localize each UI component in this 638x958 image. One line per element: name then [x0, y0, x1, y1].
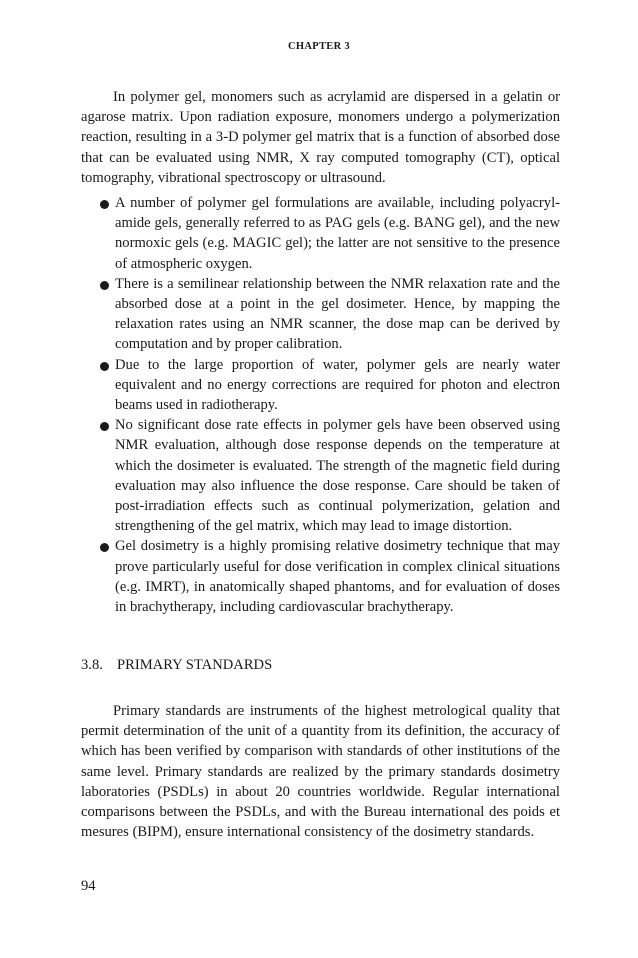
section-number: 3.8.	[81, 657, 103, 673]
bullet-item	[100, 415, 560, 536]
bullet-text: A number of polymer gel formulations are available, including polyacrylamide gels, generally referred to as PAG gels (e.g. BANG gel), and the new normoxic gels (e.g. MAGIC gel); the latter are not sensitive to the presence of atmospheric oxygen.	[115, 195, 560, 272]
bullet-text: Due to the large proportion of water, polymer gels are nearly water equivalent and no energy corrections are required for photon and electron beams used in radiotherapy.	[115, 356, 560, 414]
section-title: PRIMARY STANDARDS	[117, 657, 273, 673]
bullet-icon	[100, 281, 109, 290]
bullet-text: Gel dosimetry is a highly promising relative dosimetry technique that may prove particularly useful for dose verification in complex clinical situations (e.g. IMRT), in anatomically shaped phantoms, and for evaluation of doses in brachytherapy, including cardiovascular brachytherapy.	[115, 538, 560, 616]
section-heading	[81, 655, 272, 675]
bullet-text: No significant dose rate effects in polymer gels have been observed using NMR evaluation, although dose response depends on the temperature at which the dosimeter is evaluated. The strength of the magnetic field during evaluation may also influence the dose response. Care should be taken of post-irradiation effects such as continual polymerization, gelation and strengthening of the gel matrix, which may lead to image distortion.	[115, 417, 560, 535]
page-number: 94	[81, 878, 96, 894]
bullet-item	[100, 274, 560, 355]
bullet-item	[100, 355, 560, 416]
bullet-item	[100, 536, 560, 617]
bullet-icon	[100, 362, 109, 371]
bullet-text: There is a semilinear relationship between the NMR relaxation rate and the absorbed dose at a point in the gel dosimeter. Hence, by mapping the relaxation rates using an NMR scanner, the dose map can be derived by computation and by proper calibration.	[115, 275, 560, 353]
bullet-item	[100, 193, 560, 274]
intro-paragraph-text: In polymer gel, monomers such as acrylamid are dispersed in a gelatin or agarose matrix. Upon radiation exposure, monomers undergo a polymerization reaction, resulting in a 3-D polymer gel matrix that is a function of absorbed dose that can be evaluated using NMR, X ray computed tomography (CT), optical tomography, vibrational spectroscopy or ultrasound.	[81, 89, 560, 186]
intro-paragraph	[81, 87, 560, 188]
section-paragraph-text: Primary standards are instruments of the highest metrological quality that permit determination of the unit of a quantity from its definition, the accuracy of which has been verified by comparison with standards of other institutions of the same level. Primary standards are realized by the primary standards dosimetry laboratories (PSDLs) in about 20 countries worldwide. Regular international comparisons between the PSDLs, and with the Bureau international des poids et mesures (BIPM), ensure international consistency of the dosimetry standards.	[81, 703, 560, 841]
bullet-icon	[100, 200, 109, 209]
section-paragraph	[81, 701, 560, 842]
bullet-icon	[100, 543, 109, 552]
running-head: CHAPTER 3	[288, 41, 350, 52]
bullet-icon	[100, 422, 109, 431]
bullet-list	[100, 193, 560, 617]
